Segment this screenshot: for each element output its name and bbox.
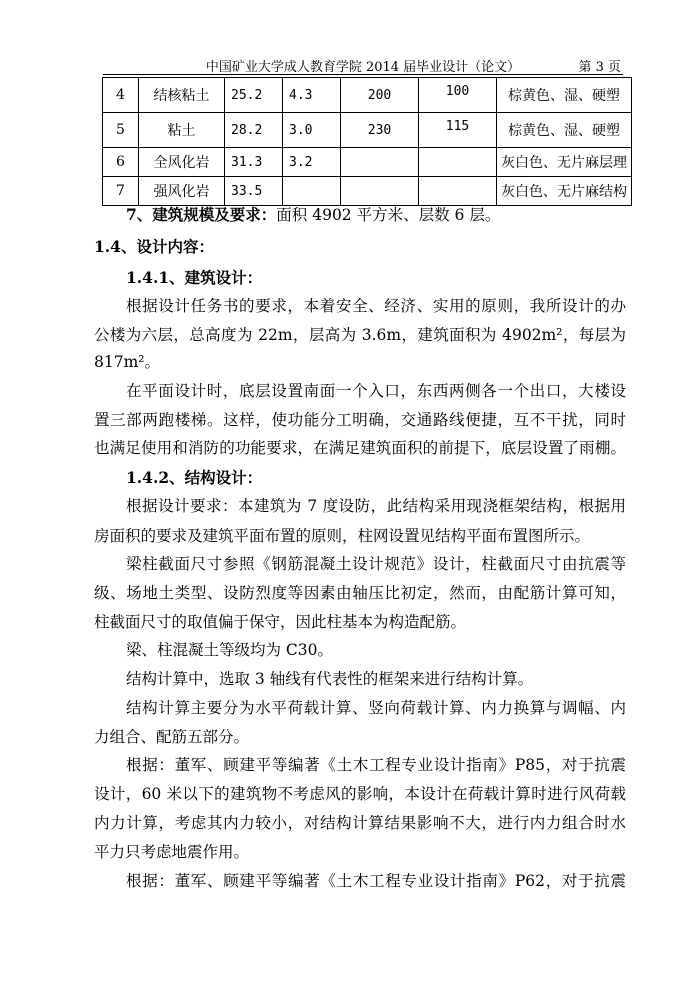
paragraph-line: 级、场地土类型、设防烈度等因素由轴压比初定，然而，由配筋计算可知，	[94, 584, 626, 602]
section-heading-1-4-1: 1.4.1、建筑设计：	[126, 268, 263, 287]
cell-v2: 3.0	[283, 113, 341, 148]
cell-name: 强风化岩	[139, 177, 225, 206]
paragraph-line: 置三部两跑楼梯。这样，使功能分工明确，交通路线便捷，互不干扰，同时	[94, 411, 626, 429]
paragraph-line: 根据设计要求：本建筑为 7 度设防，此结构采用现浇框架结构，根据用	[126, 497, 626, 515]
table-row	[103, 78, 632, 113]
cell-v4: 115	[419, 113, 497, 148]
paragraph-line: 在平面设计时，底层设置南面一个入口，东西两侧各一个出口，大楼设	[126, 382, 626, 400]
cell-v4	[419, 148, 497, 177]
paragraph-line: 根据：董军、顾建平等编著《土木工程专业设计指南》P85，对于抗震	[126, 756, 626, 774]
cell-v3	[341, 148, 419, 177]
paragraph-line: 力组合、配筋五部分。	[94, 728, 250, 746]
paragraph-line: 柱截面尺寸的取值偏于保守，因此柱基本为构造配筋。	[94, 613, 467, 631]
paragraph-line: 结构计算中，选取 3 轴线有代表性的框架来进行结构计算。	[126, 670, 534, 688]
paragraph-line: 公楼为六层，总高度为 22m，层高为 3.6m，建筑面积为 4902m²，每层为	[94, 326, 626, 344]
soil-layer-table	[102, 77, 632, 206]
cell-desc: 灰白色、无片麻层理	[497, 148, 632, 177]
page-number: 第 3 页	[578, 60, 621, 75]
paragraph-line: 结构计算主要分为水平荷载计算、竖向荷载计算、内力换算与调幅、内	[126, 699, 626, 717]
cell-no: 6	[103, 148, 139, 177]
cell-v1: 31.3	[225, 148, 283, 177]
cell-name: 粘土	[139, 113, 225, 148]
section-heading-1-4: 1.4、设计内容：	[94, 237, 214, 256]
cell-v3: 200	[341, 78, 419, 113]
header-title: 中国矿业大学成人教育学院 2014 届毕业设计（论文）	[205, 60, 521, 75]
cell-v1: 28.2	[225, 113, 283, 148]
paragraph-line: 平力只考虑地震作用。	[94, 843, 250, 861]
paragraph-line: 根据：董军、顾建平等编著《土木工程专业设计指南》P62，对于抗震	[126, 872, 626, 890]
cell-v2: 3.2	[283, 148, 341, 177]
table-row	[103, 113, 632, 148]
cell-desc: 棕黄色、湿、硬塑	[497, 78, 632, 113]
cell-name: 全风化岩	[139, 148, 225, 177]
cell-no: 7	[103, 177, 139, 206]
cell-v3: 230	[341, 113, 419, 148]
paragraph-line: 梁柱截面尺寸参照《钢筋混凝土设计规范》设计，柱截面尺寸由抗震等	[126, 555, 626, 573]
item-7-line	[126, 205, 500, 225]
cell-v2: 4.3	[283, 78, 341, 113]
cell-name: 结核粘土	[139, 78, 225, 113]
paragraph-line: 房面积的要求及建筑平面布置的原则，柱网设置见结构平面布置图所示。	[94, 527, 591, 545]
cell-v4	[419, 177, 497, 206]
cell-no: 5	[103, 113, 139, 148]
paragraph-line: 也满足使用和消防的功能要求，在满足建筑面积的前提下，底层设置了雨棚。	[94, 439, 626, 457]
cell-v1: 33.5	[225, 177, 283, 206]
item-7-label: 7、建筑规模及要求：	[126, 205, 277, 224]
cell-v1: 25.2	[225, 78, 283, 113]
paragraph-line: 设计，60 米以下的建筑物不考虑风的影响，本设计在荷载计算时进行风荷载	[94, 785, 626, 803]
cell-desc: 灰白色、无片麻结构	[497, 177, 632, 206]
section-heading-1-4-2: 1.4.2、结构设计：	[126, 468, 263, 487]
paragraph-line: 内力计算，考虑其内力较小，对结构计算结果影响不大，进行内力组合时水	[94, 814, 626, 832]
cell-v4: 100	[419, 78, 497, 113]
item-7-text: 面积 4902 平方米、层数 6 层。	[276, 206, 501, 224]
table-row	[103, 148, 632, 177]
table-row	[103, 177, 632, 206]
paragraph-line: 817m²。	[94, 353, 160, 371]
cell-v3	[341, 177, 419, 206]
cell-v2	[283, 177, 341, 206]
cell-no: 4	[103, 78, 139, 113]
paragraph-line: 梁、柱混凝土等级均为 C30。	[126, 641, 334, 659]
page-header	[103, 54, 623, 75]
paragraph-line: 根据设计任务书的要求，本着安全、经济、实用的原则，我所设计的办	[126, 297, 626, 315]
cell-desc: 棕黄色、湿、硬塑	[497, 113, 632, 148]
